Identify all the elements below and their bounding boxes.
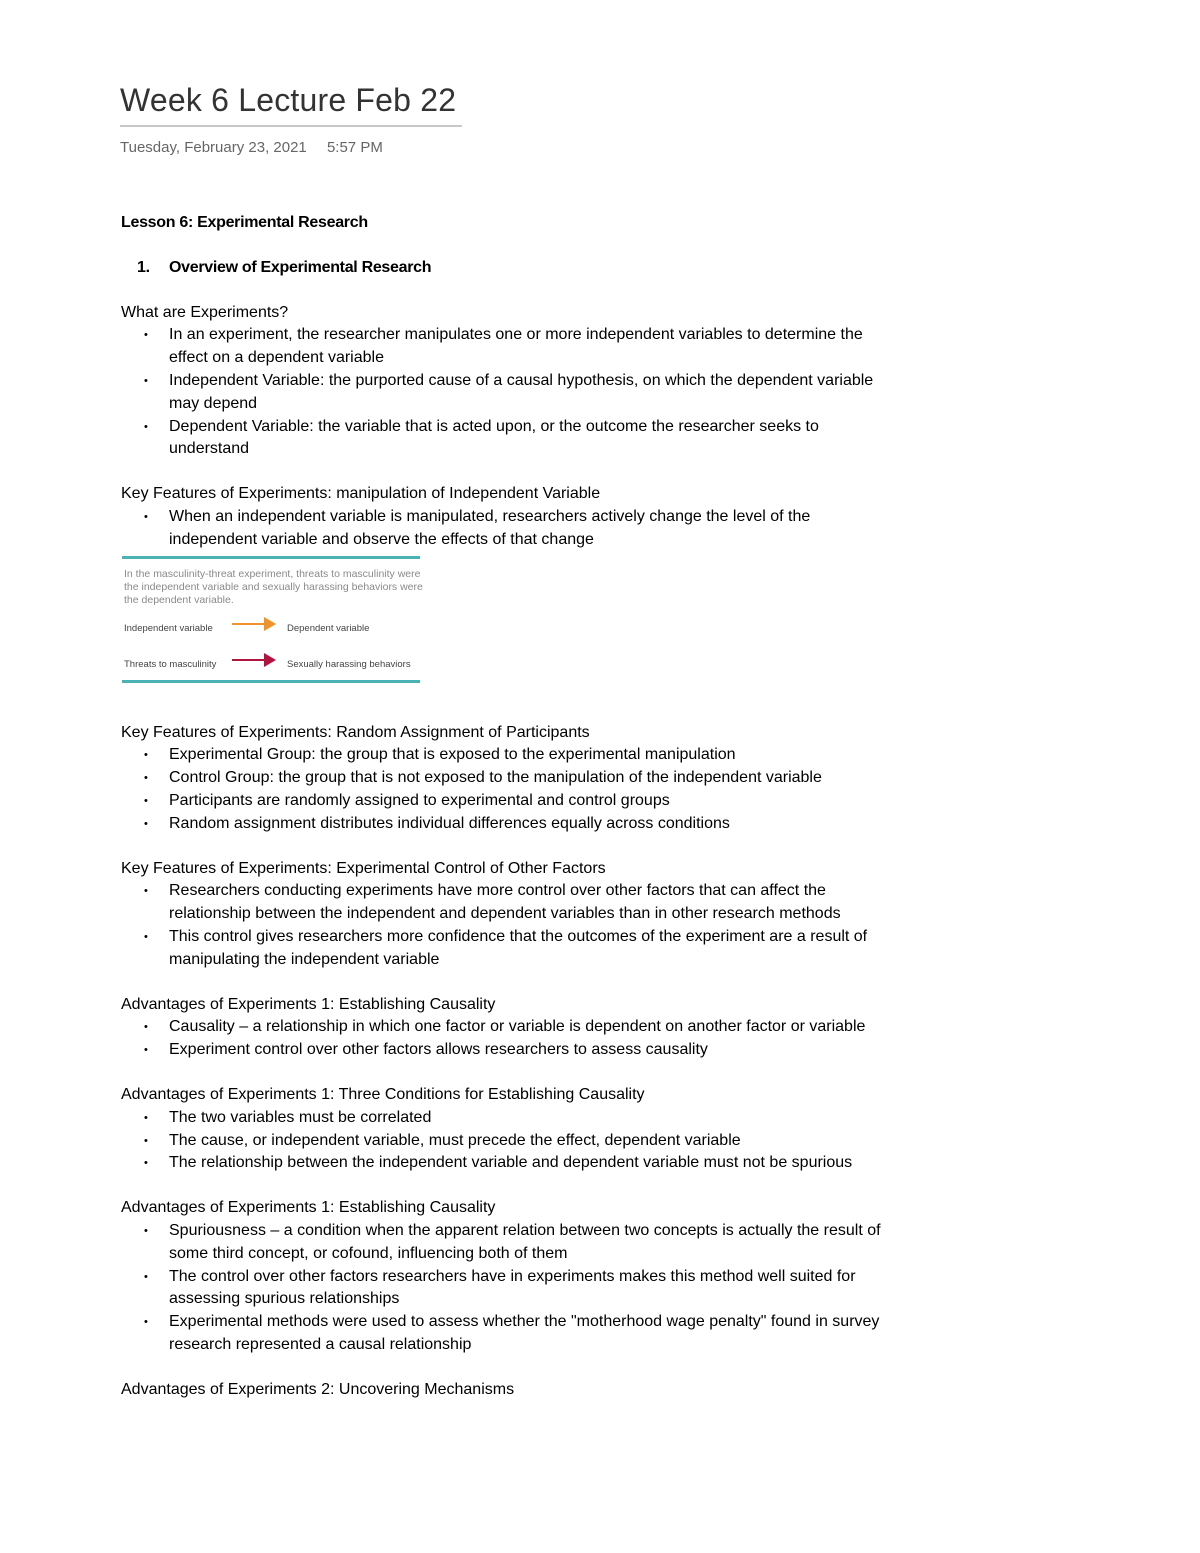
- section-title: Overview of Experimental Research: [169, 258, 432, 276]
- list-item: • Spuriousness – a condition when the apparent relation between two concepts is actually the result of some third concept, or cofound, influencing both of them: [121, 1220, 901, 1266]
- bullet-list: [121, 880, 901, 971]
- bullet-list: [121, 1016, 901, 1062]
- page-date: Tuesday, February 23, 2021: [120, 139, 307, 156]
- block-heading: Key Features of Experiments: manipulation of Independent Variable: [121, 485, 601, 503]
- list-item: • Dependent Variable: the variable that is acted upon, or the outcome the researcher seeks to understand: [121, 416, 901, 462]
- block-heading: Advantages of Experiments 1: Three Conditions for Establishing Causality: [121, 1085, 645, 1103]
- bullet-list: [121, 506, 901, 552]
- orange-arrow-icon: [232, 617, 276, 631]
- page-time: 5:57 PM: [326, 139, 383, 156]
- bullet-list: [121, 1107, 901, 1175]
- block-heading: Advantages of Experiments 2: Uncovering Mechanisms: [121, 1380, 515, 1398]
- figure-bottom-rule: [122, 680, 420, 683]
- list-item: • In an experiment, the researcher manipulates one or more independent variables to determine the effect on a dependent variable: [121, 324, 901, 370]
- list-item: • Researchers conducting experiments have more control over other factors that can affect the relationship between the independent and dependent variables than in other research methods: [121, 880, 901, 926]
- independent-variable-label: Independent variable: [124, 622, 213, 634]
- page-dateline: [120, 139, 383, 156]
- bullet-list: [121, 1220, 901, 1357]
- list-item: • Experiment control over other factors allows researchers to assess causality: [121, 1039, 901, 1062]
- variables-figure: [122, 556, 423, 688]
- bullet-list: [121, 744, 901, 835]
- list-item: • Independent Variable: the purported cause of a causal hypothesis, on which the dependent variable may depend: [121, 370, 901, 416]
- list-item: • This control gives researchers more confidence that the outcomes of the experiment are a result of manipulating the independent variable: [121, 926, 901, 972]
- list-item: • Experimental Group: the group that is exposed to the experimental manipulation: [121, 744, 901, 767]
- bullet-list: [121, 324, 901, 461]
- note-content: [121, 212, 901, 1401]
- list-item: • The control over other factors researchers have in experiments makes this method well suited for assessing spurious relationships: [121, 1266, 901, 1312]
- figure-row-example: [124, 654, 411, 677]
- list-item: • Participants are randomly assigned to experimental and control groups: [121, 790, 901, 813]
- title-underline: [120, 125, 462, 127]
- page-title: Week 6 Lecture Feb 22: [120, 82, 457, 118]
- block-heading: What are Experiments?: [121, 303, 289, 321]
- list-item: • The relationship between the independent variable and dependent variable must not be spurious: [121, 1152, 901, 1175]
- block-heading: Advantages of Experiments 1: Establishing Causality: [121, 995, 496, 1013]
- list-item: • When an independent variable is manipulated, researchers actively change the level of the independent variable and observe the effects of that change: [121, 506, 901, 552]
- threats-label: Threats to masculinity: [124, 658, 217, 670]
- list-item: • Control Group: the group that is not exposed to the manipulation of the independent variable: [121, 767, 901, 790]
- figure-row-variables: [124, 618, 370, 641]
- list-item: • Causality – a relationship in which one factor or variable is dependent on another factor or variable: [121, 1016, 901, 1039]
- block-heading: Key Features of Experiments: Experimental Control of Other Factors: [121, 859, 606, 877]
- figure-caption: In the masculinity-threat experiment, threats to masculinity were the independent variable and sexually harassing behaviors were the dependent variable.: [124, 567, 423, 606]
- list-item: • Experimental methods were used to assess whether the "motherhood wage penalty" found in survey research represented a causal relationship: [121, 1311, 901, 1357]
- section-number: 1.: [137, 258, 150, 276]
- dependent-variable-label: Dependent variable: [287, 622, 370, 634]
- behaviors-label: Sexually harassing behaviors: [287, 658, 411, 670]
- list-item: • The cause, or independent variable, must precede the effect, dependent variable: [121, 1130, 901, 1153]
- lesson-title: Lesson 6: Experimental Research: [121, 214, 368, 231]
- figure-top-rule: [122, 556, 420, 559]
- red-arrow-icon: [232, 653, 276, 667]
- block-heading: Key Features of Experiments: Random Assignment of Participants: [121, 723, 590, 741]
- section-heading: [121, 257, 901, 280]
- list-item: • The two variables must be correlated: [121, 1107, 901, 1130]
- block-heading: Advantages of Experiments 1: Establishing Causality: [121, 1199, 496, 1217]
- list-item: • Random assignment distributes individual differences equally across conditions: [121, 813, 901, 836]
